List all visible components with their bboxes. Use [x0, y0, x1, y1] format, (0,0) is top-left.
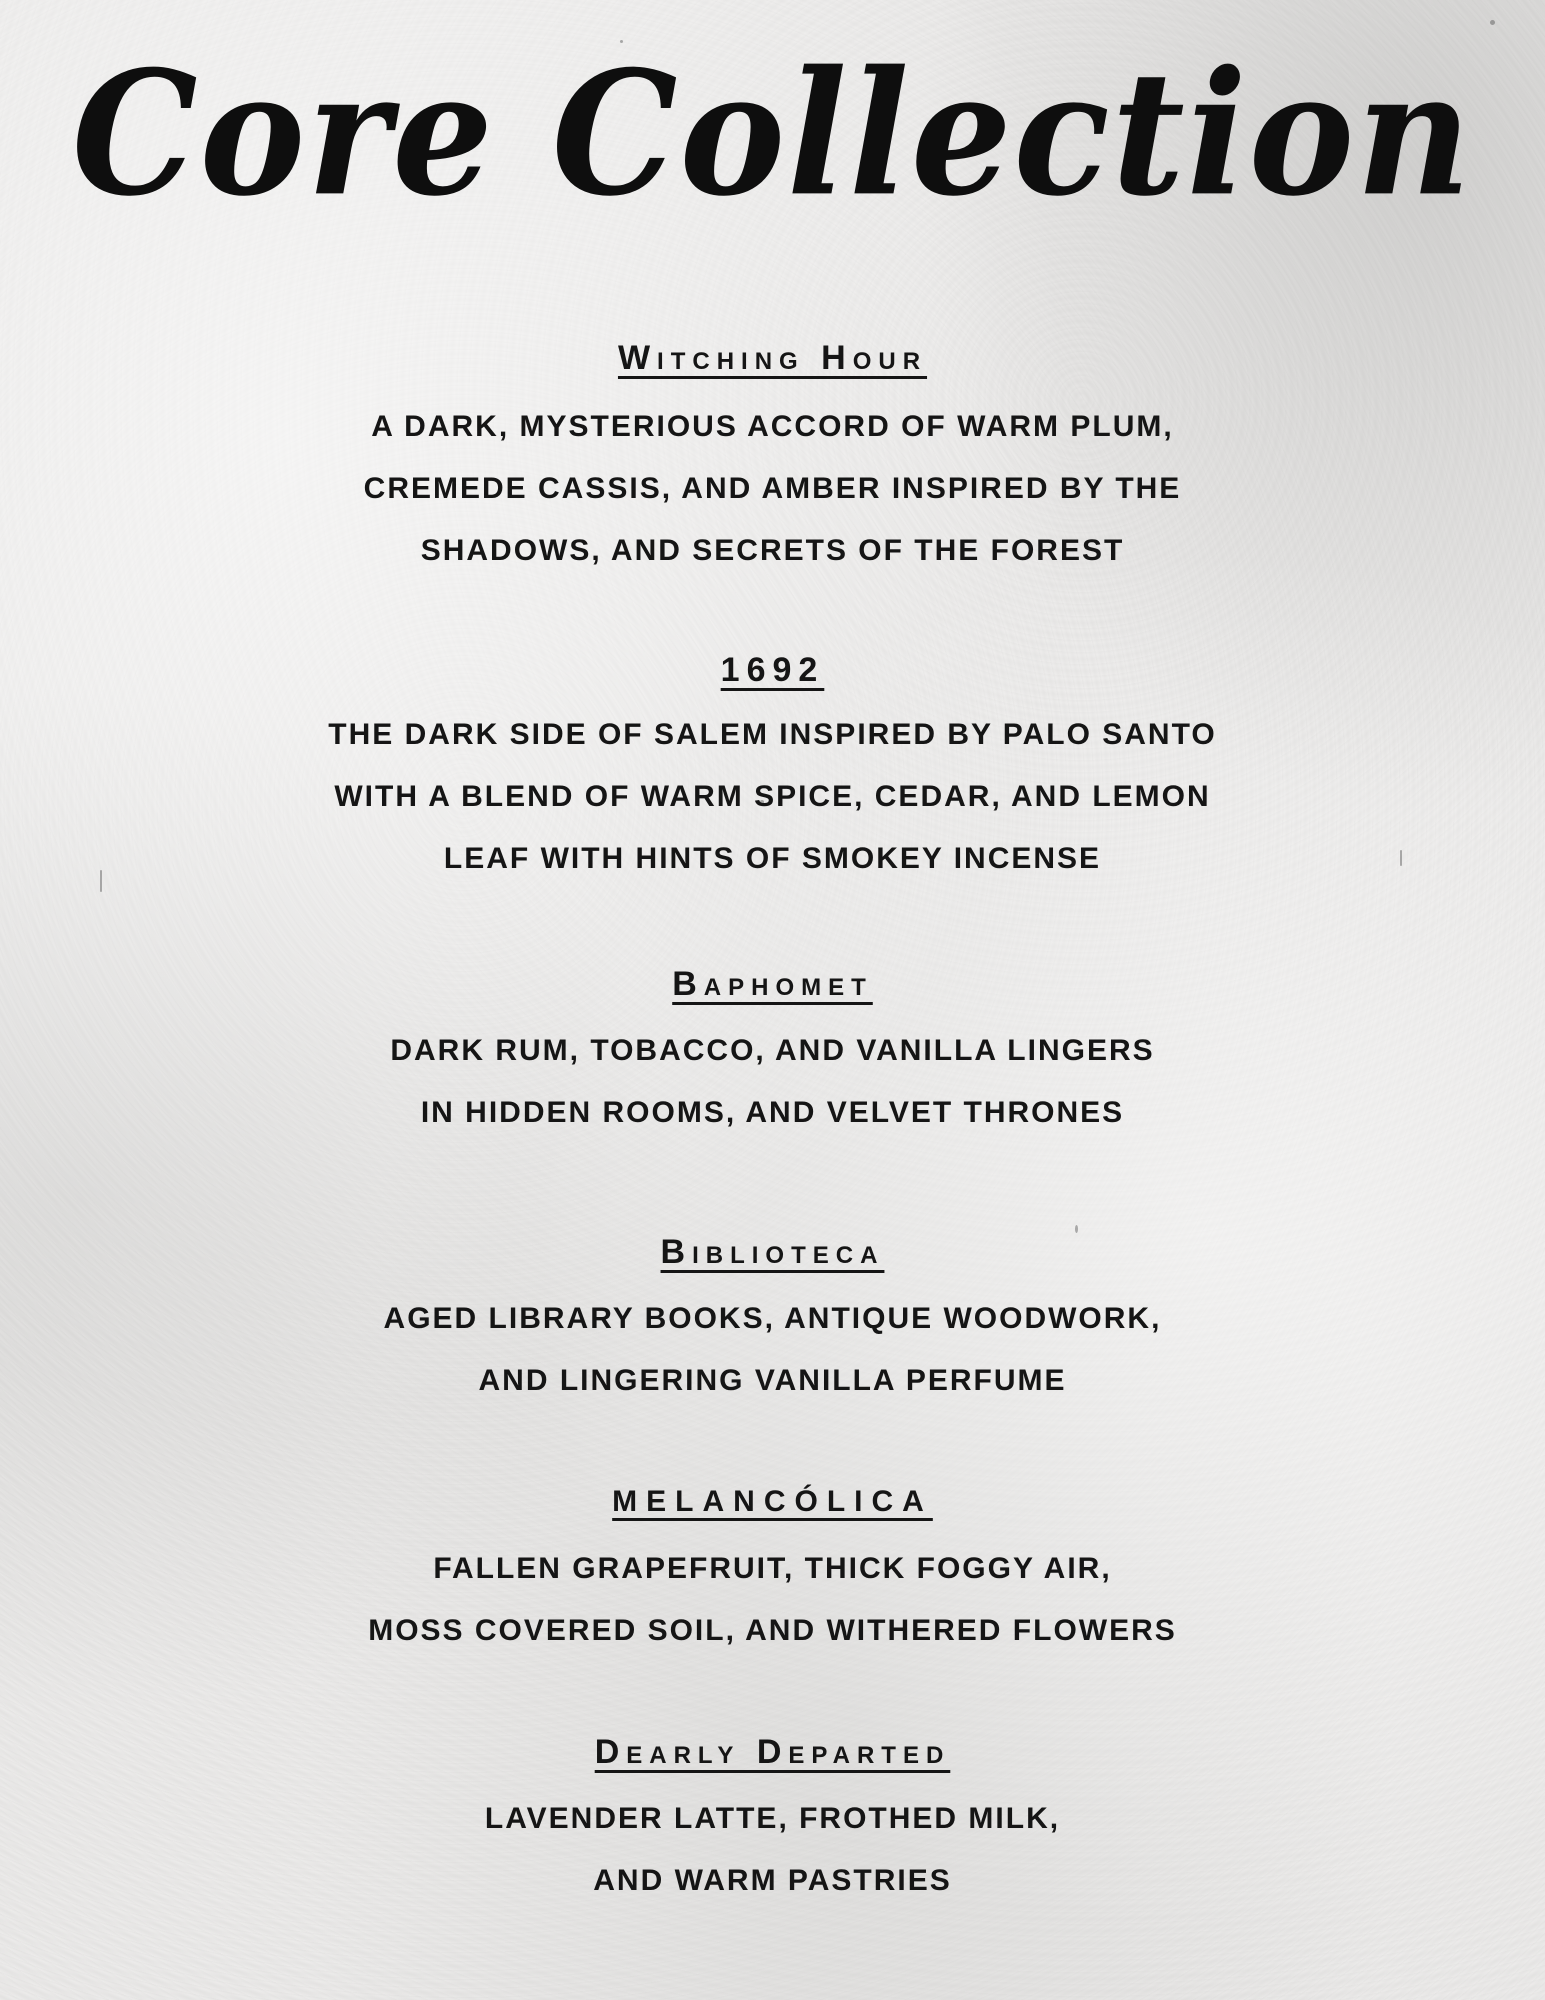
texture-speck: [1490, 20, 1495, 25]
scent-description-line: AND LINGERING VANILLA PERFUME: [478, 1364, 1067, 1397]
scent-entry-biblioteca: [0, 1230, 1545, 1412]
scent-description-line: CREMEDE CASSIS, AND AMBER INSPIRED BY THE: [363, 472, 1182, 505]
scent-description-line: MOSS COVERED SOIL, AND WITHERED FLOWERS: [368, 1614, 1177, 1647]
scent-entry-baphomet: [0, 962, 1545, 1144]
scent-entry-witching-hour: [0, 336, 1545, 582]
scent-description-line: FALLEN GRAPEFRUIT, THICK FOGGY AIR,: [433, 1552, 1112, 1585]
scent-description-line: THE DARK SIDE OF SALEM INSPIRED BY PALO SANTO: [328, 718, 1217, 751]
scent-description-line: AND WARM PASTRIES: [593, 1864, 952, 1897]
scent-entry-1692: [0, 648, 1545, 890]
scent-description-line: DARK RUM, TOBACCO, AND VANILLA LINGERS: [390, 1034, 1155, 1067]
scent-description-line: LAVENDER LATTE, FROTHED MILK,: [484, 1802, 1061, 1835]
page-title: Core Collection: [71, 34, 1474, 235]
scent-description-line: A DARK, MYSTERIOUS ACCORD OF WARM PLUM,: [371, 410, 1174, 443]
scent-entry-dearly-departed: [0, 1730, 1545, 1912]
scent-description-line: IN HIDDEN ROOMS, AND VELVET THRONES: [420, 1096, 1125, 1129]
scent-name: Biblioteca: [660, 1233, 885, 1271]
scent-description-line: AGED LIBRARY BOOKS, ANTIQUE WOODWORK,: [383, 1302, 1162, 1335]
scent-name: Witching Hour: [617, 339, 928, 377]
scent-name: 1692: [720, 651, 825, 689]
scent-name: MELANCÓLICA: [612, 1485, 933, 1518]
scent-description-line: SHADOWS, AND SECRETS OF THE FOREST: [420, 534, 1125, 567]
scent-entry-melancolica: [0, 1480, 1545, 1662]
scent-description-line: WITH A BLEND OF WARM SPICE, CEDAR, AND LEMON: [334, 780, 1211, 813]
scent-name: Dearly Departed: [594, 1733, 951, 1771]
scent-name: Baphomet: [672, 965, 873, 1003]
scent-description-line: LEAF WITH HINTS OF SMOKEY INCENSE: [443, 842, 1102, 875]
